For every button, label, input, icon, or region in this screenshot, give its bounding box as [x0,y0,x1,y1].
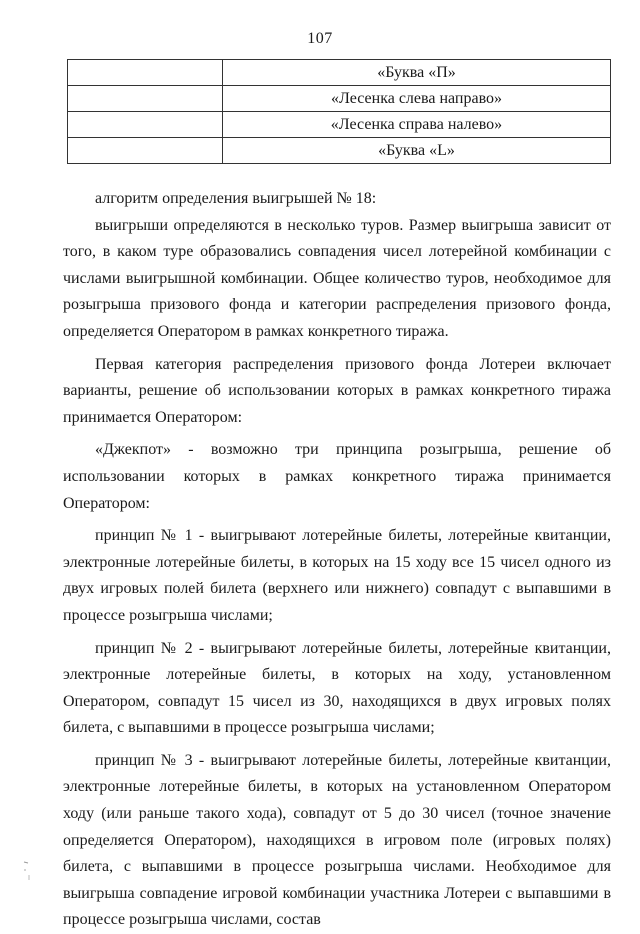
table-row [68,86,611,112]
paragraph-principle-1: принцип № 1 - выигрывают лотерейные билеты, лотерейные квитанции, электронные лотерейные билеты, в которых на 15 ходу все 15 чисел одного из двух игровых полей билета (верхнего или нижнего) совпадут с выпавшими в процессе розыгрыша числами; [63,527,611,624]
paragraph-algorithm-heading: алгоритм определения выигрышей № 18: [95,190,377,207]
page-number: 107 [307,30,333,47]
variants-table [67,59,611,164]
table-row [68,60,611,86]
paragraph-jackpot: «Джекпот» - возможно три принципа розыгрыша, решение об использовании которых в рамках конкретного тиража принимается Оператором: [63,441,611,512]
table-row [68,138,611,164]
table-cell-empty [68,112,223,138]
paragraph-first-category: Первая категория распределения призового фонда Лотереи включает варианты, решение об использовании которых в рамках конкретного тиража принимается Оператором: [63,355,611,426]
table-cell-variant: «Лесенка слева направо» [223,86,611,112]
table-cell-variant: «Буква «L» [223,138,611,164]
table-cell-empty [68,60,223,86]
paragraph-principle-3: принцип № 3 - выигрывают лотерейные билеты, лотерейные квитанции, электронные лотерейные билеты, в которых на установленном Оператором ходу (или раньше такого хода), совпадут от 5 до 30 чисел (точное значение определяется Оператором), находящихся в игровом поле (игровых полях) билета, с выпавшими в процессе розыгрыша числами. Необходимое для выигрыша совпадение игровой комбинации участника Лотереи с выпавшими в процессе розыгрыша числами, состав [63,751,611,929]
table-cell-empty [68,138,223,164]
table-cell-empty [68,86,223,112]
table-row [68,112,611,138]
scan-mark-icon [22,860,32,882]
table-cell-variant: «Лесенка справа налево» [223,112,611,138]
paragraph-principle-2: принцип № 2 - выигрывают лотерейные билеты, лотерейные квитанции, электронные лотерейные билеты, в которых на ходу, установленном Оператором, совпадут 15 чисел из 30, находящихся в двух игровых полях билета, с выпавшими в процессе розыгрыша числами; [63,639,611,737]
paragraph-tours: выигрыши определяются в несколько туров. Размер выигрыша зависит от того, в каком туре образовались совпадения чисел лотерейной комбинации с числами выигрышной комбинации. Общее количество туров, необходимое для розыгрыша призового фонда и категории распределения призового фонда, определяется Оператором в рамках конкретного тиража. [63,216,611,340]
table-cell-variant: «Буква «П» [223,60,611,86]
body-text [63,186,611,934]
scan-margin-mark [22,860,32,882]
